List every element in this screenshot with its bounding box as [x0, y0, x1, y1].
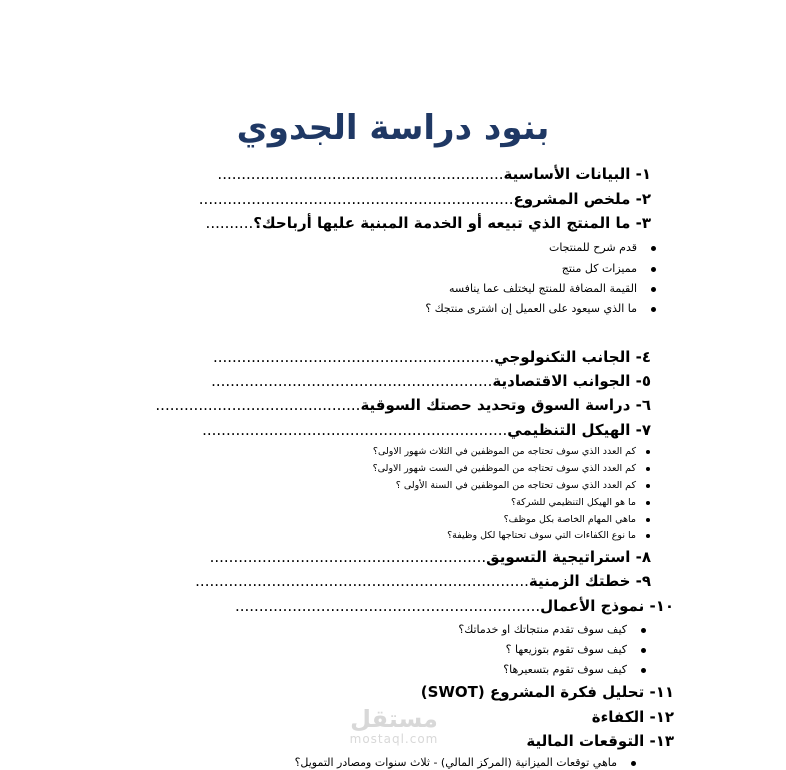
list-item-text: كم العدد الذي سوف تحتاجه من الموظفين في السنة الأولى ؟ — [395, 480, 636, 491]
item-label: ١٢- الكفاءة — [591, 708, 674, 726]
item-efficiency — [592, 708, 674, 726]
bullet-icon — [641, 628, 646, 633]
list-item — [562, 262, 656, 275]
item-dots: ........................................... — [155, 396, 361, 414]
item-swot — [421, 683, 674, 701]
bullet-icon — [641, 648, 646, 653]
item-financial-forecasts — [526, 732, 674, 750]
list-item-text: ما نوع الكفاءات التي سوف تحتاجها لكل وظيفة؟ — [447, 530, 636, 541]
list-item — [396, 480, 650, 491]
list-item — [506, 643, 646, 656]
item-dots: ........................................................... — [211, 372, 493, 390]
list-item — [449, 282, 656, 295]
bullet-icon — [651, 246, 656, 251]
item-dots: .......... — [205, 214, 254, 232]
bullet-icon — [631, 761, 636, 766]
list-item-text: ما الذي سيعود على العميل إن اشترى منتجك ؟ — [425, 302, 637, 315]
item-label: ٦- دراسة السوق وتحديد حصتك السوقية — [360, 396, 651, 414]
item-label: ٣- ما المنتج الذي تبيعه أو الخدمة المبنية عليها أرباحك؟ — [253, 214, 651, 232]
list-item-text: قدم شرح للمنتجات — [548, 241, 637, 254]
item-label: ٧- الهيكل التنظيمي — [507, 421, 651, 439]
item-timeline — [195, 572, 651, 590]
item-label: ١١- تحليل فكرة المشروع (SWOT) — [420, 683, 674, 701]
item-dots: ............................................................ — [217, 165, 504, 183]
item-marketing-strategy — [210, 548, 651, 566]
item-dots: .......................................................... — [209, 548, 487, 566]
item-dots: ........................................................... — [212, 348, 495, 366]
bullet-icon — [651, 267, 656, 272]
item-dots: ...................................................................... — [195, 572, 529, 590]
item-product — [206, 214, 651, 232]
list-item — [373, 463, 650, 474]
bullet-icon — [646, 450, 650, 454]
list-item — [549, 241, 656, 254]
list-item-text: كم العدد الذي سوف تحتاجه من الموظفين في الست شهور الاولى؟ — [372, 463, 636, 474]
bullet-icon — [646, 501, 650, 505]
watermark-arabic: مستقل — [350, 705, 438, 733]
item-org-structure — [202, 421, 651, 439]
item-label: ٢- ملخص المشروع — [513, 190, 651, 208]
item-dots: ................................................................ — [234, 597, 541, 615]
list-item-text: كم العدد الذي سوف تحتاجه من الموظفين في الثلاث شهور الاولى؟ — [372, 446, 636, 457]
bullet-icon — [651, 307, 656, 312]
list-item — [425, 302, 656, 315]
list-item-text: كيف سوف تقوم بتوزيعها ؟ — [505, 643, 627, 656]
item-basic-data — [217, 165, 651, 183]
list-item — [458, 623, 646, 636]
bullet-icon — [651, 287, 656, 292]
list-item-text: القيمة المضافة للمنتج ليختلف عما ينافسه — [448, 282, 637, 295]
list-item — [503, 663, 646, 676]
bullet-icon — [641, 668, 646, 673]
watermark-latin: mostaql.com — [349, 732, 439, 746]
item-dots: .................................................................. — [198, 190, 514, 208]
bullet-icon — [646, 467, 650, 471]
item-dots: ................................................................ — [202, 421, 508, 439]
list-item-text: كيف سوف تقدم منتجاتك او خدماتك؟ — [458, 623, 627, 636]
list-item — [447, 530, 650, 541]
list-item-text: مميزات كل منتج — [561, 262, 637, 275]
list-item — [373, 446, 650, 457]
item-economics — [211, 372, 651, 390]
item-label: ١- البيانات الأساسية — [503, 165, 651, 183]
item-label: ١٠- نموذج الأعمال — [540, 597, 674, 615]
bullet-icon — [646, 484, 650, 488]
item-label: ٤- الجانب التكنولوجي — [494, 348, 651, 366]
list-item-text: كيف سوف تقوم بتسعيرها؟ — [503, 663, 627, 676]
item-technology — [213, 348, 651, 366]
item-label: ٩- خطتك الزمنية — [528, 572, 651, 590]
mostaql-watermark — [344, 706, 444, 746]
list-item-text: ما هو الهيكل التنظيمي للشركة؟ — [511, 497, 636, 508]
item-label: ٥- الجوانب الاقتصادية — [492, 372, 651, 390]
item-project-summary — [199, 190, 651, 208]
item-market-study — [155, 396, 651, 414]
list-item — [295, 756, 636, 769]
list-item — [511, 497, 650, 508]
page-title: بنود دراسة الجدوي — [236, 108, 550, 148]
item-label: ٨- استراتيجية التسويق — [486, 548, 651, 566]
list-item — [504, 514, 650, 525]
bullet-icon — [646, 518, 650, 522]
item-label: ١٣- التوقعات المالية — [526, 732, 674, 750]
bullet-icon — [646, 534, 650, 538]
list-item-text: ماهي المهام الخاصة بكل موظف؟ — [503, 514, 636, 525]
list-item-text: ماهي توقعات الميزانية (المركز المالي) - ثلاث سنوات ومصادر التمويل؟ — [294, 756, 617, 769]
item-business-model — [235, 597, 674, 615]
